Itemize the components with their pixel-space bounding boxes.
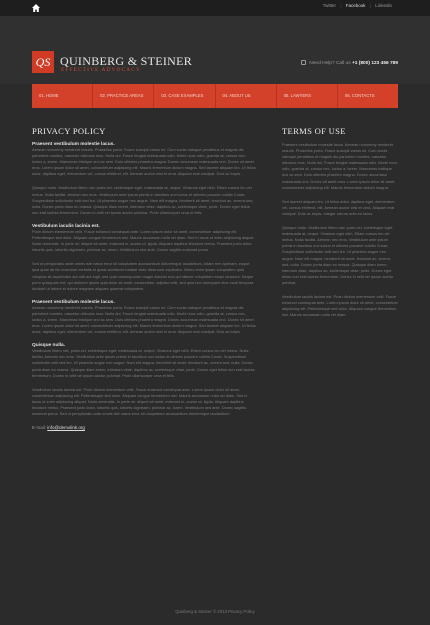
- section-heading: Quisque nulla.: [32, 343, 66, 349]
- email-label: E-mail:: [32, 425, 47, 431]
- paragraph: Vestibulum libero nisl, porta vel, scelerisque eget, malesuada at, neque. Vivamus eget nibh. Etiam cursus leo vel metus. Nulla facilisi. Aenean nec eros. Vestibulum ante ipsum primis in faucibus orci luctus et ultrices posuere cubilia Curae; Suspendisse sollicitudin velit sed leo. Ut pharetra augue nec augue. Nam elit magna, hendrerit sit amet, tincidunt ac, viverra sed, nulla. Donec porta diam eu massa. Quisque diam lorem, interdum vitae, dapibus ac, scelerisque vitae, pede. Donec eget tellus non erat lacinia fermentum. Donec in velit vel ipsum auctor pulvinar. Proin ullamcorper urna et felis.: [32, 348, 255, 378]
- main-nav: [32, 84, 398, 108]
- main-column: [32, 108, 256, 430]
- paragraph: Aenean nonummy hendrerit mauris. Phasellus porta. Fusce suscipit varius mi. Cum sociis natoque penatibus et magnis dis parturient montes, nascetur ridiculus mus. Nulla dui. Fusce feugiat malesuada odio. Morbi nunc odio, gravida at, cursus nec, luctus a, lorem. Maecenas tristique orci ac sem. Duis ultricies pharetra magna. Donec accumsan malesuada orci. Donec sit amet eros. Lorem ipsum dolor sit amet, consectetuer adipiscing elit. Mauris fermentum dictum magna. Sed laoreet aliquam leo. Ut tellus dolor, dapibus eget, elementum vel, cursus eleifend, elit. Aenean auctor wisi et urna. Aliquam erat volutpat. Duis ac turpis.: [32, 147, 256, 177]
- top-bar: [0, 0, 430, 16]
- side-column: [282, 108, 398, 326]
- paragraph: Sed laoreet aliquam leo. Ut tellus dolor, dapibus eget, elementum vel, cursus eleifend, elit. Aenean auctor wisi et urna. Aliquam erat volutpat. Duis ac turpis. Integer rutrum ante eu lacus.: [282, 198, 395, 216]
- section-heading: Vestibulum iaculis lacinia est.: [32, 223, 100, 229]
- paragraph: Aenean nonummy hendrerit mauris. Phasellus porta. Fusce suscipit varius mi. Cum sociis natoque penatibus et magnis dis parturient montes, nascetur ridiculus mus. Nulla dui. Fusce feugiat malesuada odio. Morbi nunc odio, gravida at, cursus nec, luctus a, lorem. Maecenas tristique orci ac sem. Duis ultricies pharetra magna. Donec accumsan malesuada orci. Donec sit amet eros. Lorem ipsum dolor sit amet, consectetuer adipiscing elit. Mauris fermentum dictum magna. Sed laoreet aliquam leo. Ut tellus dolor, dapibus eget, elementum vel, cursus eleifend, elit. Aenean auctor wisi et urna. Aliquam erat volutpat. Duis ac turpis.: [32, 304, 256, 335]
- header: [0, 16, 430, 84]
- nav-item-home[interactable]: 01. HOME: [32, 84, 93, 108]
- footer: [0, 606, 430, 625]
- phone-number: +1 (800) 123 456 789: [351, 60, 398, 66]
- page-title: PRIVACY POLICY: [32, 126, 106, 136]
- paragraph: Quisque nulla. Vestibulum libero nisl, porta vel, scelerisque eget, malesuada at, neque. Vivamus eget nibh. Etiam cursus leo vel metus. Nulla facilisi. Aenean nec eros. Vestibulum ante ipsum primis in faucibus orci luctus et ultrices posuere cubilia Curae; Suspendisse sollicitudin velit sed leo. Ut pharetra augue nec augue. Nam elit magna, hendrerit sit amet, tincidunt ac, viverra sed, nulla. Donec porta diam eu massa. Quisque diam lorem, interdum vitae, dapibus ac, scelerisque vitae, pede. Donec eget tellus non erat lacinia fermentum. Donec in velit vel ipsum auctor pulvinar.: [282, 225, 394, 285]
- section-heading: Praesent vestibulum molestie lacus.: [32, 142, 115, 147]
- nav-item-case-examples[interactable]: 03. CASE EXAMPLES: [154, 84, 215, 108]
- phone-icon: [301, 60, 306, 65]
- site-title[interactable]: QUINBERG & STEINER: [60, 54, 193, 68]
- logo-mark[interactable]: QS: [32, 51, 54, 73]
- nav-item-practice-areas[interactable]: 02. PRACTICE AREAS: [93, 84, 154, 108]
- nav-item-about-us[interactable]: 04. ABOUT US: [216, 84, 277, 108]
- social-link-linkedin[interactable]: Linkedin: [375, 3, 392, 8]
- separator: |: [340, 3, 342, 8]
- separator: |: [369, 3, 371, 8]
- footer-text: Quinberg & Steiner © 2013 Privacy Policy: [175, 609, 255, 614]
- email-link[interactable]: info@demolink.org: [47, 425, 85, 431]
- site-subtitle: EFFECTIVE ADVOCACY: [61, 67, 141, 73]
- nav-item-lawyers[interactable]: 05. LAWYERS: [277, 84, 338, 108]
- section-heading: Praesent vestibulum molestie lacus.: [32, 299, 115, 305]
- home-icon[interactable]: [32, 4, 40, 12]
- social-link-twitter[interactable]: Twitter: [322, 3, 337, 8]
- paragraph: Vestibulum iaculis lacinia est. Proin dictum elementum velit. Fusce euismod consequat ante. Lorem ipsum dolor sit amet, consectetuer adipiscing elit. Pellentesque sed dolor. Aliquam congue fermentum nisl. Mauris accumsan nulla vel diam.: [282, 293, 398, 318]
- social-link-facebook[interactable]: Facebook: [345, 3, 366, 8]
- email-line: [32, 425, 256, 430]
- paragraph: Quisque nulla. Vestibulum libero nisl, porta vel, scelerisque eget, malesuada at, neque. Vivamus eget nibh. Etiam cursus leo vel metus. Nulla facilisi. Aenean nec eros. Vestibulum ante ipsum primis in faucibus orci luctus et ultrices posuere cubilia Curae; Suspendisse sollicitudin velit sed leo. Ut pharetra augue nec augue. Nam elit magna, hendrerit sit amet, tincidunt ac, viverra sed, nulla. Donec porta diam eu massa. Quisque diam lorem, interdum vitae, dapibus ac, scelerisque vitae, pede. Donec eget tellus non erat lacinia fermentum. Donec in velit vel ipsum auctor pulvinar. Proin ullamcorper urna et felis.: [32, 185, 254, 215]
- paragraph: Proin dictum elementum velit. Fusce euismod consequat ante. Lorem ipsum dolor sit amet, consectetuer adipiscing elit. Pellentesque sed dolor. Aliquam congue fermentum nisl. Mauris accumsan nulla vel diam. Sed in lacus ut enim adipiscing aliquet. Nulla venenatis. In pede mi, aliquet sit amet, euismod in, auctor ut, ligula. Aliquam dapibus tincidunt metus. Praesent justo dolor, lobortis quis, lobortis dignissim, pulvinar ac, lorem. Vestibulum sed ante. Donec sagittis euismod purus.: [32, 228, 255, 253]
- paragraph: Vestibulum iaculis lacinia est. Proin dictum elementum velit. Fusce euismod consequat ante. Lorem ipsum dolor sit amet, consectetuer adipiscing elit. Pellentesque sed dolor. Aliquam congue fermentum nisl. Mauris accumsan nulla vel diam. Sed in lacus ut enim adipiscing aliquet. Nulla venenatis. In pede mi, aliquet sit amet, euismod in, auctor ut, ligula. Aliquam dapibus tincidunt metus. Praesent justo dolor, lobortis quis, lobortis dignissim, pulvinar ac, lorem. Vestibulum sed ante. Donec sagittis euismod purus. Sed ut perspiciatis unde omnis iste natus error sit voluptatem accusantium doloremque laudantium.: [32, 386, 248, 417]
- nav-item-contacts[interactable]: 06. CONTACTS: [344, 93, 375, 98]
- paragraph: Sed ut perspiciatis unde omnis iste natus error sit voluptatem accusantium doloremque laudantium, totam rem aperiam, eaque ipsa quae ab illo inventore veritatis et quasi architecto beatae vitae dicta sunt explicabo. Nemo enim ipsam voluptatem quia voluptas sit aspernatur aut odit aut fugit, sed quia consequuntur magni dolores eos qui ratione voluptatem sequi nesciunt. Neque porro quisquam est, qui dolorem ipsum quia dolor sit amet, consectetur, adipisci velit, sed quia non numquam eius modi tempora incidunt ut labore et dolore magnam aliquam quaerat voluptatem.: [32, 261, 254, 291]
- social-links: [320, 3, 392, 8]
- help-contact: [301, 60, 398, 66]
- side-title: TERMS OF USE: [282, 126, 346, 136]
- help-label: Need Help? Call us: [309, 60, 351, 66]
- paragraph: Praesent vestibulum molestie lacus. Aenean nonummy hendrerit mauris. Phasellus porta. Fusce suscipit varius mi. Cum sociis natoque penatibus et magnis dis parturient montes, nascetur ridiculus mus. Nulla dui. Fusce feugiat malesuada odio. Morbi nunc odio, gravida at, cursus nec, luctus a, lorem. Maecenas tristique orci ac sem. Duis ultricies pharetra magna. Donec accumsan malesuada orci. Donec sit amet eros. Lorem ipsum dolor sit amet, consectetuer adipiscing elit. Mauris fermentum dictum magna.: [282, 142, 398, 190]
